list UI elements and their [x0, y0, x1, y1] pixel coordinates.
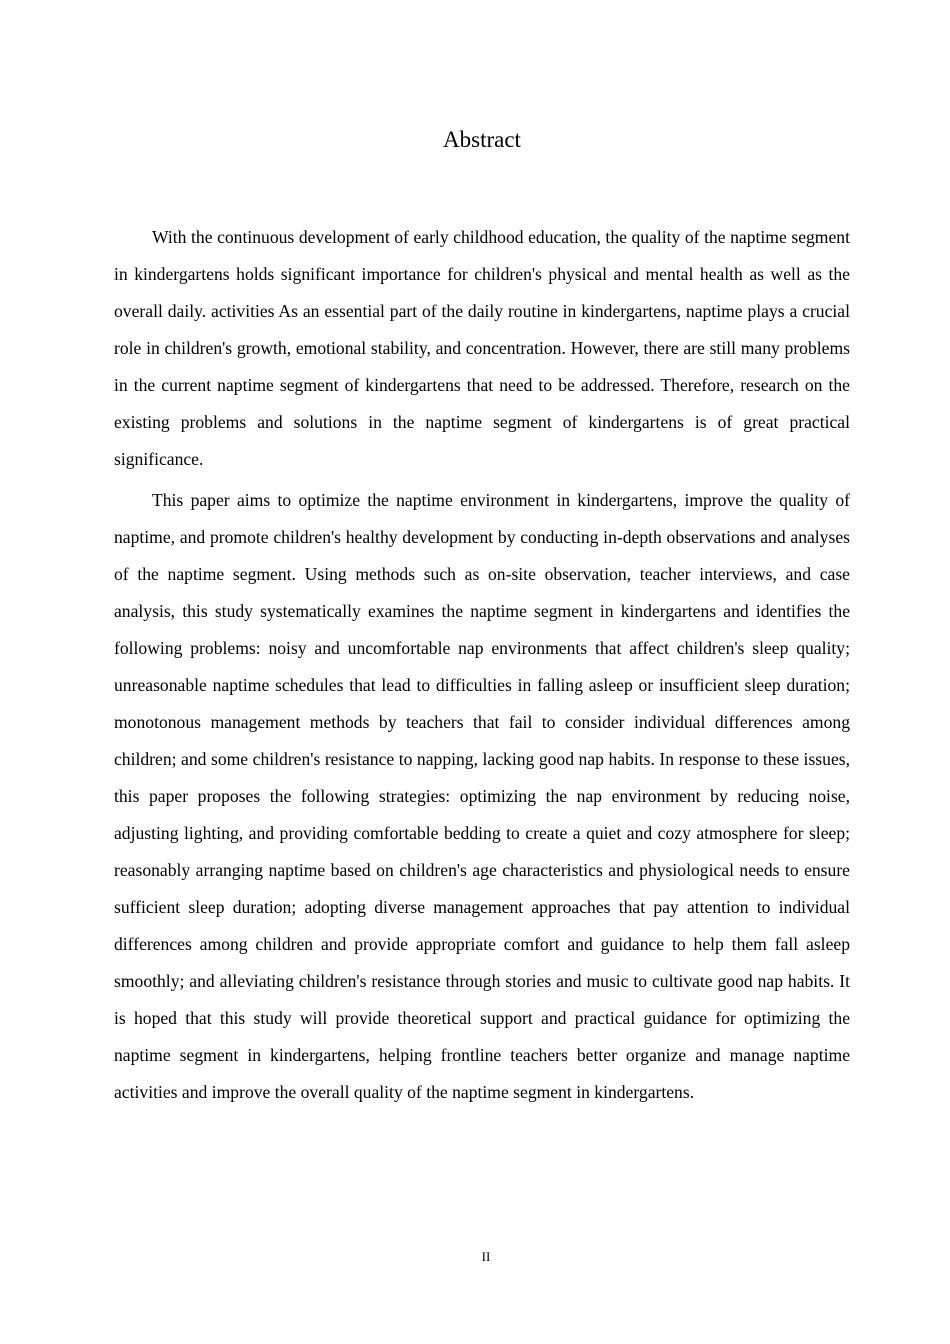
abstract-body: [114, 219, 850, 1111]
abstract-paragraph-1: With the continuous development of early childhood education, the quality of the naptime segment in kindergartens holds significant importance for children's physical and mental health as well as the overall daily. activities As an essential part of the daily routine in kindergartens, naptime plays a crucial role in children's growth, emotional stability, and concentration. However, there are still many problems in the current naptime segment of kindergartens that need to be addressed. Therefore, research on the existing problems and solutions in the naptime segment of kindergartens is of great practical significance.: [114, 227, 850, 469]
abstract-paragraph-2: This paper aims to optimize the naptime environment in kindergartens, improve the quality of naptime, and promote children's healthy development by conducting in-depth observations and analyses of the naptime segment. Using methods such as on-site observation, teacher interviews, and case analysis, this study systematically examines the naptime segment in kindergartens and identifies the following problems: noisy and uncomfortable nap environments that affect children's sleep quality; unreasonable naptime schedules that lead to difficulties in falling asleep or insufficient sleep duration; monotonous management methods by teachers that fail to consider individual differences among children; and some children's resistance to napping, lacking good nap habits. In response to these issues, this paper proposes the following strategies: optimizing the nap environment by reducing noise, adjusting lighting, and providing comfortable bedding to create a quiet and cozy atmosphere for sleep; reasonably arranging naptime based on children's age characteristics and physiological needs to ensure sufficient sleep duration; adopting diverse management approaches that pay attention to individual differences among children and provide appropriate comfort and guidance to help them fall asleep smoothly; and alleviating children's resistance through stories and music to cultivate good nap habits. It is hoped that this study will provide theoretical support and practical guidance for optimizing the naptime segment in kindergartens, helping frontline teachers better organize and manage naptime activities and improve the overall quality of the naptime segment in kindergartens.: [114, 490, 850, 1102]
page-number: II: [481, 1249, 491, 1264]
page-title: Abstract: [443, 127, 521, 152]
